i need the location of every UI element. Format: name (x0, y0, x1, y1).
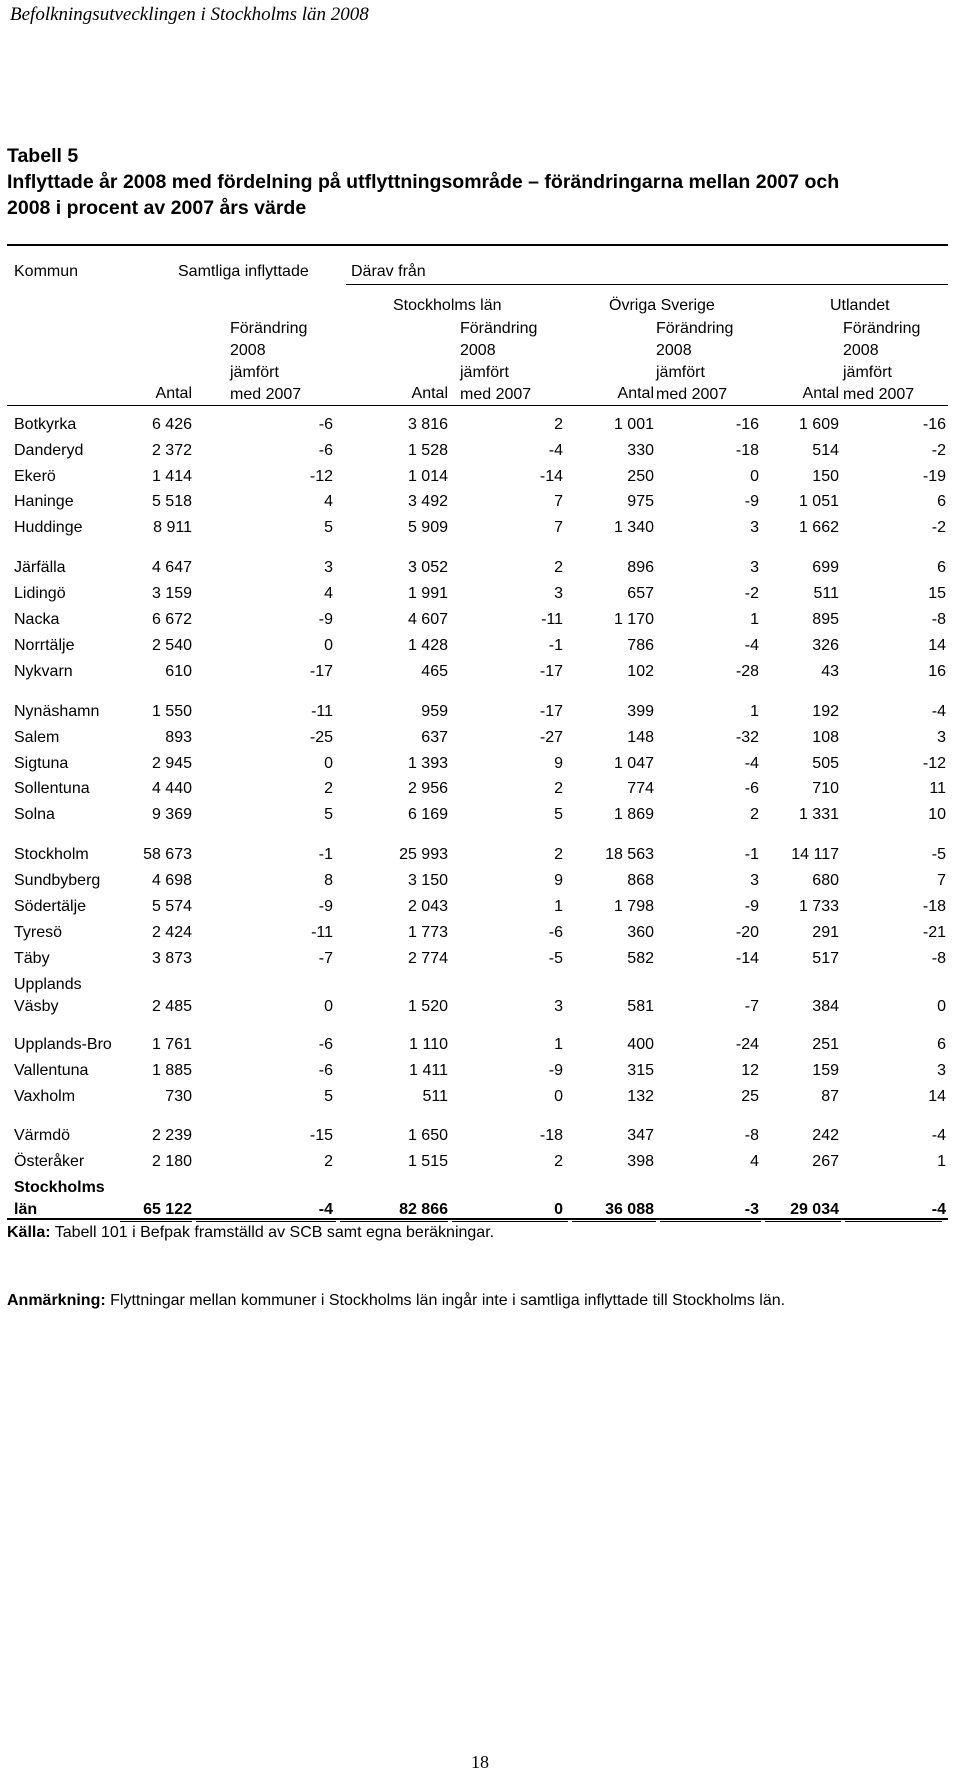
table-cell: -24 (735, 1036, 759, 1053)
table-cell: -18 (922, 898, 946, 915)
table-cell: 25 (741, 1088, 759, 1105)
table-cell: 699 (812, 559, 839, 576)
table-cell: 517 (812, 950, 839, 967)
table-cell: -4 (744, 637, 759, 654)
table-cell: -6 (318, 1036, 333, 1053)
table-cell: 251 (812, 1036, 839, 1053)
table-cell: 5 (324, 806, 333, 823)
table-cell: 774 (627, 780, 654, 797)
table-cell: 6 (937, 559, 946, 576)
table-cell: 1 515 (407, 1153, 448, 1170)
table-cell: -15 (309, 1127, 333, 1144)
table-cell: -32 (735, 729, 759, 746)
header-darav-fran: Därav från (351, 263, 426, 280)
table-cell: -9 (318, 898, 333, 915)
table-cell: 895 (812, 611, 839, 628)
table-cell: 1 (937, 1153, 946, 1170)
table-cell: 10 (928, 806, 946, 823)
table-cell: 6 (937, 1036, 946, 1053)
table-cell: 326 (812, 637, 839, 654)
table-cell: 5 (324, 519, 333, 536)
row-name: Sigtuna (14, 755, 69, 772)
table-cell: -17 (539, 663, 563, 680)
table-cell: -12 (922, 755, 946, 772)
table-cell: 2 (554, 559, 563, 576)
table-cell: -20 (735, 924, 759, 941)
table-cell: 5 909 (407, 519, 448, 536)
table-cell: 132 (627, 1088, 654, 1105)
table-cell: 1 393 (407, 755, 448, 772)
table-cell: -4 (744, 755, 759, 772)
running-header: Befolkningsutvecklingen i Stockholms län 2008 (10, 4, 369, 25)
table-cell: 3 159 (151, 585, 192, 602)
table-cell: 16 (928, 663, 946, 680)
total-row-underline (452, 1221, 568, 1222)
table-cell: 3 (750, 519, 759, 536)
table-cell: 400 (627, 1036, 654, 1053)
header-utlandet: Utlandet (830, 297, 890, 314)
table-cell: 192 (812, 703, 839, 720)
table-cell: 15 (928, 585, 946, 602)
header-stockholms-lan: Stockholms län (393, 297, 502, 314)
table-cell: 3 150 (407, 872, 448, 889)
table-cell: 2 (554, 780, 563, 797)
row-name: Värmdö (14, 1127, 71, 1144)
table-cell: 4 647 (151, 559, 192, 576)
table-cell: 3 (937, 1062, 946, 1079)
table-cell: 465 (421, 663, 448, 680)
table-cell: 1 047 (613, 755, 654, 772)
table-cell: 398 (627, 1153, 654, 1170)
table-cell: 710 (812, 780, 839, 797)
table-cell: 2 945 (151, 755, 192, 772)
total-row-underline (845, 1221, 942, 1222)
table-cell: 3 (750, 872, 759, 889)
total-row-underline (120, 1221, 192, 1222)
row-name: Danderyd (14, 442, 84, 459)
table-cell: -17 (539, 703, 563, 720)
header-forandring-line: Förändring (460, 320, 538, 337)
page-number: 18 (471, 1752, 489, 1772)
table-label: Tabell 5 (7, 145, 79, 167)
table-cell: 7 (554, 493, 563, 510)
table-cell: 5 574 (151, 898, 192, 915)
table-cell: 36 088 (605, 1201, 654, 1218)
table-cell: 511 (422, 1088, 448, 1105)
header-samtliga-inflyttade: Samtliga inflyttade (178, 263, 309, 280)
table-cell: 1 528 (407, 442, 448, 459)
header-forandring-line: jämfört (843, 364, 892, 381)
row-name: Södertälje (14, 898, 87, 915)
table-cell: -4 (318, 1201, 333, 1218)
table-cell: -2 (931, 442, 946, 459)
table-cell: 582 (627, 950, 654, 967)
table-cell: 2 372 (151, 442, 192, 459)
table-cell: 0 (937, 998, 946, 1015)
header-forandring (460, 318, 537, 406)
total-row-underline (340, 1221, 448, 1222)
table-cell: 4 (750, 1153, 759, 1170)
table-cell: -14 (539, 468, 563, 485)
source-label: Källa: (7, 1224, 51, 1241)
table-cell: 0 (324, 998, 333, 1015)
table-cell: 2 956 (407, 780, 448, 797)
table-cell: 7 (937, 872, 946, 889)
row-name: Nykvarn (14, 663, 73, 680)
table-cell: -25 (309, 729, 333, 746)
table-cell: 2 485 (151, 998, 192, 1015)
header-forandring-line: med 2007 (843, 386, 915, 403)
table-cell: -2 (931, 519, 946, 536)
table-cell: 8 911 (153, 519, 192, 536)
table-cell: 1 609 (798, 416, 839, 433)
table-cell: 637 (421, 729, 448, 746)
table-cell: 4 440 (151, 780, 192, 797)
table-cell: 9 (554, 755, 563, 772)
table-cell: 242 (812, 1127, 839, 1144)
total-row-underline (765, 1221, 841, 1222)
table-cell: 2 540 (151, 637, 192, 654)
table-cell: 0 (554, 1201, 563, 1218)
table-cell: 1 650 (407, 1127, 448, 1144)
table-cell: 5 (554, 806, 563, 823)
row-name: Botkyrka (14, 416, 77, 433)
table-cell: -2 (744, 585, 759, 602)
table-cell: 1 520 (407, 998, 448, 1015)
header-forandring-line: jämfört (460, 364, 509, 381)
table-cell: 3 (937, 729, 946, 746)
header-forandring (843, 318, 920, 406)
table-cell: 1 550 (151, 703, 192, 720)
table-cell: 1 110 (409, 1036, 448, 1053)
header-antal: Antal (155, 385, 192, 402)
table-cell: 159 (812, 1062, 839, 1079)
table-cell: 1 885 (151, 1062, 192, 1079)
table-cell: 1 051 (798, 493, 839, 510)
header-forandring-line: jämfört (656, 364, 705, 381)
total-row-underline (572, 1221, 656, 1222)
table-cell: 3 052 (407, 559, 448, 576)
row-name: Nacka (14, 611, 60, 628)
table-cell: 2 (324, 1153, 333, 1170)
table-cell: 2 (554, 846, 563, 863)
source-note (7, 1224, 494, 1242)
table-cell: 43 (821, 663, 839, 680)
row-name: Stockholms (14, 1179, 105, 1196)
table-cell: -8 (744, 1127, 759, 1144)
row-name: Ekerö (14, 468, 56, 485)
row-name: Tyresö (14, 924, 63, 941)
table-cell: 14 (928, 637, 946, 654)
table-cell: -11 (541, 611, 563, 628)
table-cell: -4 (931, 703, 946, 720)
table-cell: 0 (554, 1088, 563, 1105)
table-cell: -4 (931, 1127, 946, 1144)
source-text: Tabell 101 i Befpak framställd av SCB samt egna beräkningar. (50, 1224, 495, 1241)
header-antal: Antal (802, 385, 839, 402)
header-kommun: Kommun (14, 263, 79, 280)
table-cell: 1 414 (151, 468, 192, 485)
table-cell: 3 (324, 559, 333, 576)
table-cell: 505 (812, 755, 839, 772)
header-forandring-line: med 2007 (230, 386, 302, 403)
table-cell: -6 (318, 1062, 333, 1079)
table-cell: 680 (812, 872, 839, 889)
header-forandring-line: Förändring (843, 320, 921, 337)
table-cell: 6 426 (151, 416, 192, 433)
table-cell: -11 (311, 703, 333, 720)
header-group-rule (346, 284, 948, 285)
table-cell: 4 607 (407, 611, 448, 628)
table-cell: 581 (627, 998, 654, 1015)
header-forandring-line: jämfört (230, 364, 279, 381)
table-cell: 291 (812, 924, 839, 941)
row-name: Upplands-Bro (14, 1036, 112, 1053)
table-cell: -27 (539, 729, 563, 746)
table-cell: 610 (165, 663, 192, 680)
table-cell: 1 331 (798, 806, 839, 823)
table-cell: 1 798 (613, 898, 654, 915)
table-cell: -1 (318, 846, 333, 863)
row-name: Österåker (14, 1153, 85, 1170)
row-name: län (14, 1201, 38, 1218)
table-cell: 18 563 (605, 846, 654, 863)
table-cell: -9 (318, 611, 333, 628)
table-cell: 11 (929, 780, 946, 797)
table-cell: 108 (812, 729, 839, 746)
table-cell: 0 (750, 468, 759, 485)
table-cell: 7 (554, 519, 563, 536)
table-cell: 1 (750, 703, 759, 720)
table-cell: -8 (931, 950, 946, 967)
table-cell: 3 (554, 998, 563, 1015)
table-title-line-2: 2008 i procent av 2007 års värde (7, 197, 307, 219)
table-cell: 514 (812, 442, 839, 459)
table-cell: 1 (750, 611, 759, 628)
table-cell: 1 991 (407, 585, 448, 602)
table-cell: -21 (922, 924, 946, 941)
table-cell: -6 (318, 416, 333, 433)
table-cell: 6 672 (151, 611, 192, 628)
table-cell: 330 (627, 442, 654, 459)
table-cell: -9 (548, 1062, 563, 1079)
total-row-underline (196, 1221, 336, 1222)
table-cell: 3 816 (407, 416, 448, 433)
table-cell: 0 (324, 637, 333, 654)
table-cell: 959 (421, 703, 448, 720)
row-name: Vallentuna (14, 1062, 89, 1079)
table-cell: -7 (318, 950, 333, 967)
row-name: Sollentuna (14, 780, 90, 797)
row-name: Väsby (14, 998, 59, 1015)
table-cell: 868 (627, 872, 654, 889)
table-cell: 2 239 (151, 1127, 192, 1144)
table-cell: 2 774 (407, 950, 448, 967)
table-bottom-rule (7, 1218, 948, 1220)
header-forandring-line: 2008 (460, 342, 496, 359)
row-name: Vaxholm (14, 1088, 76, 1105)
table-cell: 3 492 (407, 493, 448, 510)
table-cell: -5 (548, 950, 563, 967)
header-forandring-line: med 2007 (656, 386, 728, 403)
header-forandring-line: 2008 (230, 342, 266, 359)
table-cell: 150 (812, 468, 839, 485)
row-name: Huddinge (14, 519, 83, 536)
row-name: Norrtälje (14, 637, 75, 654)
table-cell: -17 (309, 663, 333, 680)
table-cell: 65 122 (143, 1201, 192, 1218)
table-cell: 511 (813, 585, 839, 602)
row-name: Nynäshamn (14, 703, 100, 720)
table-cell: -18 (539, 1127, 563, 1144)
table-cell: 1 869 (613, 806, 654, 823)
table-cell: 1 340 (613, 519, 654, 536)
table-cell: -3 (744, 1201, 759, 1218)
table-cell: -1 (744, 846, 759, 863)
table-cell: 1 001 (613, 416, 654, 433)
table-cell: -12 (309, 468, 333, 485)
table-cell: 2 424 (151, 924, 192, 941)
table-cell: 148 (627, 729, 654, 746)
table-cell: -9 (744, 898, 759, 915)
table-cell: 4 (324, 493, 333, 510)
table-cell: 9 (554, 872, 563, 889)
table-cell: -28 (735, 663, 759, 680)
table-cell: 2 (750, 806, 759, 823)
table-cell: 1 761 (151, 1036, 192, 1053)
table-cell: 2 180 (151, 1153, 192, 1170)
remark-note (7, 1292, 785, 1310)
table-cell: 730 (165, 1088, 192, 1105)
table-cell: -1 (548, 637, 563, 654)
table-cell: -4 (931, 1201, 946, 1218)
header-forandring-line: Förändring (656, 320, 734, 337)
header-forandring-line: Förändring (230, 320, 308, 337)
table-cell: 1 014 (407, 468, 448, 485)
header-forandring (656, 318, 733, 406)
table-cell: 3 (750, 559, 759, 576)
header-forandring-line: med 2007 (460, 386, 532, 403)
row-name: Täby (14, 950, 50, 967)
row-name: Lidingö (14, 585, 66, 602)
table-cell: 58 673 (143, 846, 192, 863)
total-row-underline (660, 1221, 761, 1222)
table-cell: -19 (922, 468, 946, 485)
table-cell: 657 (627, 585, 654, 602)
table-title (7, 143, 947, 221)
table-cell: -4 (548, 442, 563, 459)
table-cell: 315 (627, 1062, 654, 1079)
table-title-line-1: Inflyttade år 2008 med fördelning på utflyttningsområde – förändringarna mellan 2007 och (7, 171, 840, 193)
table-cell: -11 (311, 924, 333, 941)
table-cell: 9 369 (151, 806, 192, 823)
row-name: Järfälla (14, 559, 66, 576)
table-cell: -8 (931, 611, 946, 628)
table-cell: -7 (744, 998, 759, 1015)
table-cell: 5 518 (151, 493, 192, 510)
table-cell: 399 (627, 703, 654, 720)
table-cell: 1 411 (409, 1062, 448, 1079)
table-cell: 3 873 (151, 950, 192, 967)
table-cell: 4 698 (151, 872, 192, 889)
header-ovriga-sverige: Övriga Sverige (609, 297, 715, 314)
table-cell: -6 (318, 442, 333, 459)
table-cell: 1 428 (407, 637, 448, 654)
table-cell: -16 (922, 416, 946, 433)
table-cell: 4 (324, 585, 333, 602)
row-name: Haninge (14, 493, 74, 510)
table-cell: 1 773 (407, 924, 448, 941)
table-cell: 0 (324, 755, 333, 772)
table-cell: 384 (812, 998, 839, 1015)
table-cell: 29 034 (790, 1201, 839, 1218)
table-cell: 102 (627, 663, 654, 680)
table-cell: -18 (735, 442, 759, 459)
table-cell: 87 (821, 1088, 839, 1105)
table-cell: 893 (165, 729, 192, 746)
table-cell: 1 (554, 1036, 563, 1053)
table-cell: 25 993 (399, 846, 448, 863)
table-cell: 6 169 (407, 806, 448, 823)
header-forandring-line: 2008 (656, 342, 692, 359)
remark-text: Flyttningar mellan kommuner i Stockholms län ingår inte i samtliga inflyttade till Stockholms län. (105, 1292, 786, 1309)
table-cell: 5 (324, 1088, 333, 1105)
table-cell: 1 733 (798, 898, 839, 915)
table-cell: 6 (937, 493, 946, 510)
header-bottom-rule (7, 405, 948, 406)
table-cell: 360 (627, 924, 654, 941)
table-cell: -16 (735, 416, 759, 433)
table-cell: -14 (735, 950, 759, 967)
table-cell: 786 (627, 637, 654, 654)
table-cell: -9 (744, 493, 759, 510)
table-cell: 250 (627, 468, 654, 485)
table-cell: 12 (741, 1062, 759, 1079)
header-antal: Antal (617, 385, 654, 402)
table-cell: 14 117 (791, 846, 839, 863)
header-forandring (230, 318, 307, 406)
table-cell: 896 (627, 559, 654, 576)
row-name: Solna (14, 806, 55, 823)
remark-label: Anmärkning: (7, 1292, 106, 1309)
table-cell: 267 (812, 1153, 839, 1170)
table-cell: 347 (627, 1127, 654, 1144)
table-cell: 975 (627, 493, 654, 510)
table-cell: 82 866 (399, 1201, 448, 1218)
table-cell: 2 (554, 1153, 563, 1170)
table-cell: -6 (548, 924, 563, 941)
table-top-rule (7, 244, 948, 246)
table-cell: 14 (928, 1088, 946, 1105)
row-name: Sundbyberg (14, 872, 101, 889)
row-name: Upplands (14, 976, 82, 993)
table-cell: 2 (324, 780, 333, 797)
table-cell: 1 170 (613, 611, 654, 628)
header-antal: Antal (411, 385, 448, 402)
table-cell: 2 (554, 416, 563, 433)
table-cell: 3 (554, 585, 563, 602)
header-forandring-line: 2008 (843, 342, 879, 359)
table-cell: 1 662 (798, 519, 839, 536)
row-name: Stockholm (14, 846, 89, 863)
table-cell: 8 (324, 872, 333, 889)
row-name: Salem (14, 729, 60, 746)
table-cell: -6 (744, 780, 759, 797)
table-cell: 1 (554, 898, 563, 915)
table-cell: 2 043 (407, 898, 448, 915)
table-cell: -5 (931, 846, 946, 863)
